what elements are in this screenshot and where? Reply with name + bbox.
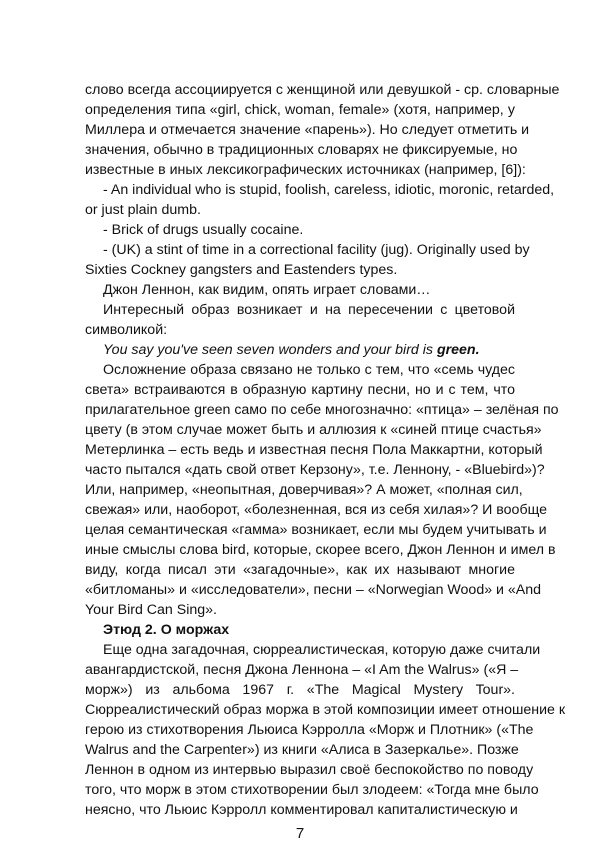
text-line: того, что морж в этом стихотворении был злодеем: «Тогда мне было bbox=[85, 782, 539, 798]
text-line: «битломаны» и «исследователи», песни – «Norwegian Wood» и «And bbox=[85, 582, 542, 598]
text-line: or just plain dumb. bbox=[85, 202, 201, 218]
text-line: неясно, что Льюис Кэрролл комментировал капиталистическую и bbox=[85, 802, 518, 818]
text-line: - An individual who is stupid, foolish, careless, idiotic, moronic, retarded, bbox=[103, 182, 555, 198]
text-line: известные в иных лексикографических источниках (например, [6]): bbox=[85, 162, 526, 178]
text-line: Интересный образ возникает и на пересечении с цветовой bbox=[103, 302, 515, 318]
text-line: цвету (в этом случае может быть и аллюзия к «синей птице счастья» bbox=[85, 422, 542, 438]
text-line: Или, например, «неопытная, доверчивая»? А может, «полная сил, bbox=[85, 482, 523, 498]
text-line: света» встраиваются в образную картину песни, но и с тем, что bbox=[85, 382, 515, 398]
text-line: слово всегда ассоциируется с женщиной или девушкой - ср. словарные bbox=[85, 82, 560, 98]
quote-line bbox=[103, 340, 515, 360]
text-line: Еще одна загадочная, сюрреалистическая, которую даже считали bbox=[103, 642, 541, 658]
text-line: - Brick of drugs usually cocaine. bbox=[103, 222, 304, 238]
text-line: определения типа «girl, chick, woman, female» (хотя, например, у bbox=[85, 102, 515, 118]
text-line: Метерлинка – есть ведь и известная песня Пола Маккартни, который bbox=[85, 442, 543, 458]
quote-emphasis: green. bbox=[436, 342, 480, 358]
quote-text: You say you've seen seven wonders and your bird is bbox=[103, 342, 437, 358]
text-line: часто пытался «дать свой ответ Керзону», т.е. Леннону, - «Bluebird»)? bbox=[85, 462, 545, 478]
text-line: Walrus and the Carpenter») из книги «Алиса в Зазеркалье». Позже bbox=[85, 742, 519, 758]
text-line: герою из стихотворения Льюиса Кэрролла «Морж и Плотник» («The bbox=[85, 722, 534, 738]
text-line: целая семантическая «гамма» возникает, если мы будем учитывать и bbox=[85, 522, 547, 538]
text-line: свежая» или, наоборот, «болезненная, вся из себя хилая»? И вообще bbox=[85, 502, 547, 518]
text-line: виду, когда писал эти «загадочные», как их называют многие bbox=[85, 562, 515, 578]
text-line: символикой: bbox=[85, 322, 168, 338]
text-line: Осложнение образа связано не только с тем, что «семь чудес bbox=[103, 362, 515, 378]
text-line: авангардистской, песня Джона Леннона – «I Am the Walrus» («Я – bbox=[85, 662, 519, 678]
text-line: Your Bird Can Sing». bbox=[85, 602, 217, 618]
text-line: Sixties Cockney gangsters and Eastenders types. bbox=[85, 262, 398, 278]
text-line: Миллера и отмечается значение «парень»). Но следует отметить и bbox=[85, 122, 530, 138]
page-number: 7 bbox=[295, 825, 305, 842]
text-line: иные смыслы слова bird, которые, скорее всего, Джон Леннон и имел в bbox=[85, 542, 556, 558]
text-line: прилагательное green само по себе многозначно: «птица» – зелёная по bbox=[85, 402, 559, 418]
text-line: Джон Леннон, как видим, опять играет словами… bbox=[103, 282, 431, 298]
text-line: Сюрреалистический образ моржа в этой композиции имеет отношение к bbox=[85, 702, 566, 718]
text-line: Леннон в одном из интервью выразил своё беспокойство по поводу bbox=[85, 762, 534, 778]
text-line: значения, обычно в традиционных словарях не фиксируемые, но bbox=[85, 142, 518, 158]
text-line: морж») из альбома 1967 г. «The Magical Mystery Tour». bbox=[85, 682, 515, 698]
section-heading: Этюд 2. О моржах bbox=[103, 622, 230, 638]
text-line: - (UK) a stint of time in a correctional facility (jug). Originally used by bbox=[103, 242, 530, 258]
